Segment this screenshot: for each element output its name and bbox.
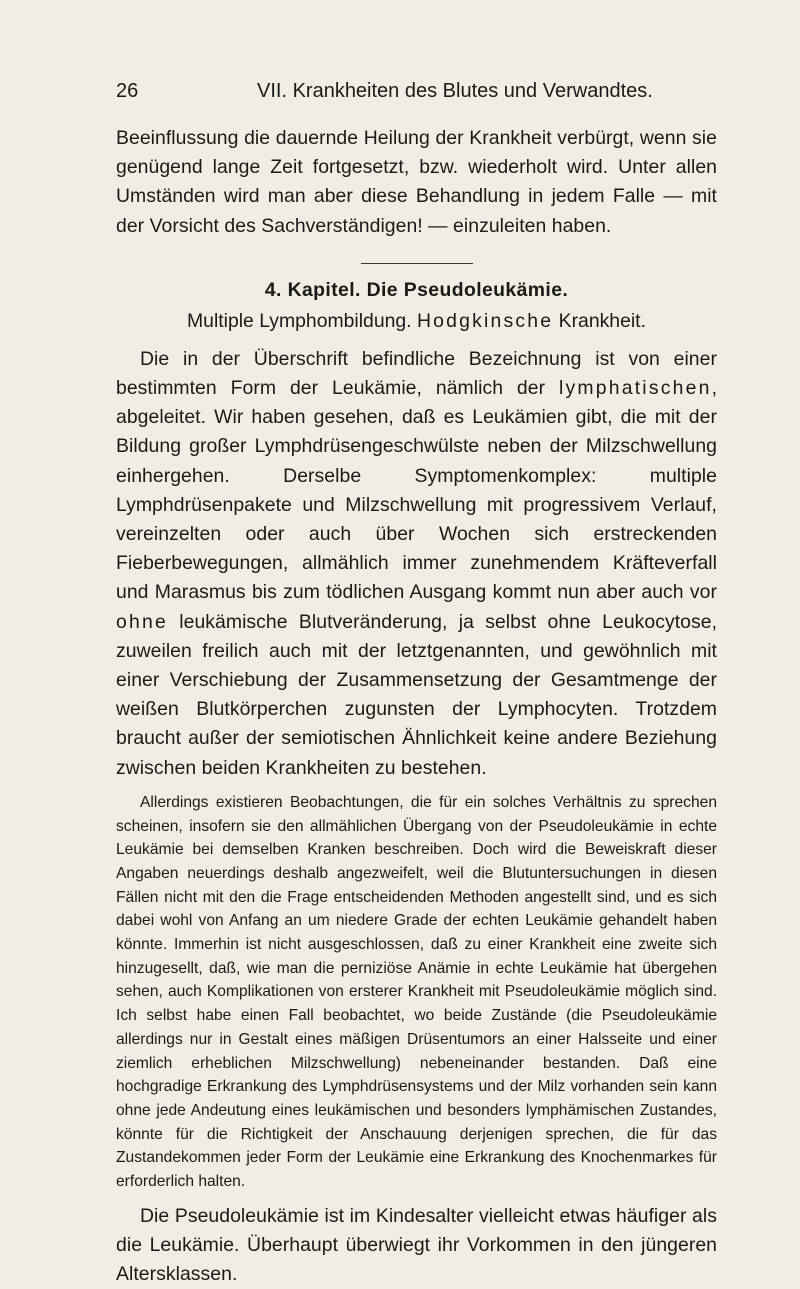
final-paragraph: Die Pseudoleukämie ist im Kindesalter vielleicht etwas häufiger als die Leukämie. Überhaupt überwiegt ihr Vorkommen in den jüngeren Altersklassen. [116,1204,717,1286]
subtitle-part-b: Krankheit. [558,309,646,332]
body-paragraph-1 [116,345,717,783]
paragraph1-text-c: leukämische Blutveränderung, ja selbst ohne Leukocytose, zuweilen freilich auch mit der letztgenannten, und gewöhnlich mit einer Verschiebung der Zusammensetzung der Gesamtmenge der weißen Blutkörperchen zugunsten der Lymphocyten. Trotzdem braucht außer der semiotischen Ähnlichkeit keine andere Beziehung zwischen beiden Krankheiten zu bestehen. [116,610,718,779]
paragraph1-spaced-ohne: ohne [116,610,168,633]
subtitle-spaced-name: Hodgkinsche [416,309,554,332]
paragraph1-text-b: , abgeleitet. Wir haben gesehen, daß es Leukämien gibt, die mit der Bildung großer Lymphdrüsengeschwülste neben der Milzschwellung einhergehen. Derselbe Symptomenkomplex: multiple Lymphdrüsenpakete und Milzschwellung mit progressivem Verlauf, vereinzelten oder auch über Wochen sich erstreckenden Fieberbewegungen, allmählich immer zunehmendem Kräfteverfall und Marasmus bis zum tödlichen Ausgang kommt nun aber auch vor [116,377,717,604]
paragraph1-text-a: Die in der Überschrift befindliche Bezeichnung ist von einer bestimmten Form der Leukämie, nämlich der [116,347,717,400]
section-divider [361,263,473,264]
small-print-paragraph: Allerdings existieren Beobachtungen, die für ein solches Verhältnis zu sprechen scheinen, insofern sie den allmählichen Übergang von der Pseudoleukämie in echte Leukämie bei demselben Kranken beschreiben. Doch wird die Beweiskraft dieser Angaben neuerdings deshalb angezweifelt, weil die Blutuntersuchungen in diesen Fällen nicht mit den die Frage entscheidenden Methoden angestellt sind, und es sich dabei wohl von Anfang an um niedere Grade der echten Leukämie gehandelt haben könnte. Immerhin ist nicht ausgeschlossen, daß zu einer Krankheit eine zweite sich hinzugesellt, daß, wie man die perniziöse Anämie in echte Leukämie hat übergehen sehen, auch Komplikationen von ersterer Krankheit mit Pseudoleukämie möglich sind. Ich selbst habe einen Fall beobachtet, wo beide Zustände (die Pseudoleukämie allerdings nur in Gestalt eines mäßigen Drüsentumors an einer Halsseite und einer ziemlich erheblichen Milzschwellung) nebeneinander bestanden. Daß eine hochgradige Erkrankung des Lymphdrüsensystems und der Milz vorhanden sein kann ohne jede Andeutung eines leukämischen und besonders lymphämischen Zustandes, könnte für die Richtigkeit der Anschauung derjenigen sprechen, die für das Zustandekommen jeder Form der Leukämie eine Erkrankung des Knochenmarkes für erforderlich halten. [116,793,717,1191]
chapter-title: 4. Kapitel. Die Pseudoleukämie. [264,278,569,301]
chapter-subtitle [116,307,717,336]
page-number: 26 [116,80,139,102]
paragraph1-spaced-lymphatischen: lymphatischen [559,377,712,400]
subtitle-part-a: Multiple Lymphombildung. [187,309,412,332]
intro-paragraph: Beeinflussung die dauernde Heilung der Krankheit verbürgt, wenn sie genügend lange Zeit fortgesetzt, bzw. wiederholt wird. Unter allen Umständen wird man aber diese Behandlung in jedem Falle — mit der Vorsicht des Sachverständigen! — einzuleiten haben. [116,127,717,237]
page-header [116,76,717,106]
running-head: VII. Krankheiten des Blutes und Verwandtes. [257,80,653,102]
book-page [116,76,717,1289]
